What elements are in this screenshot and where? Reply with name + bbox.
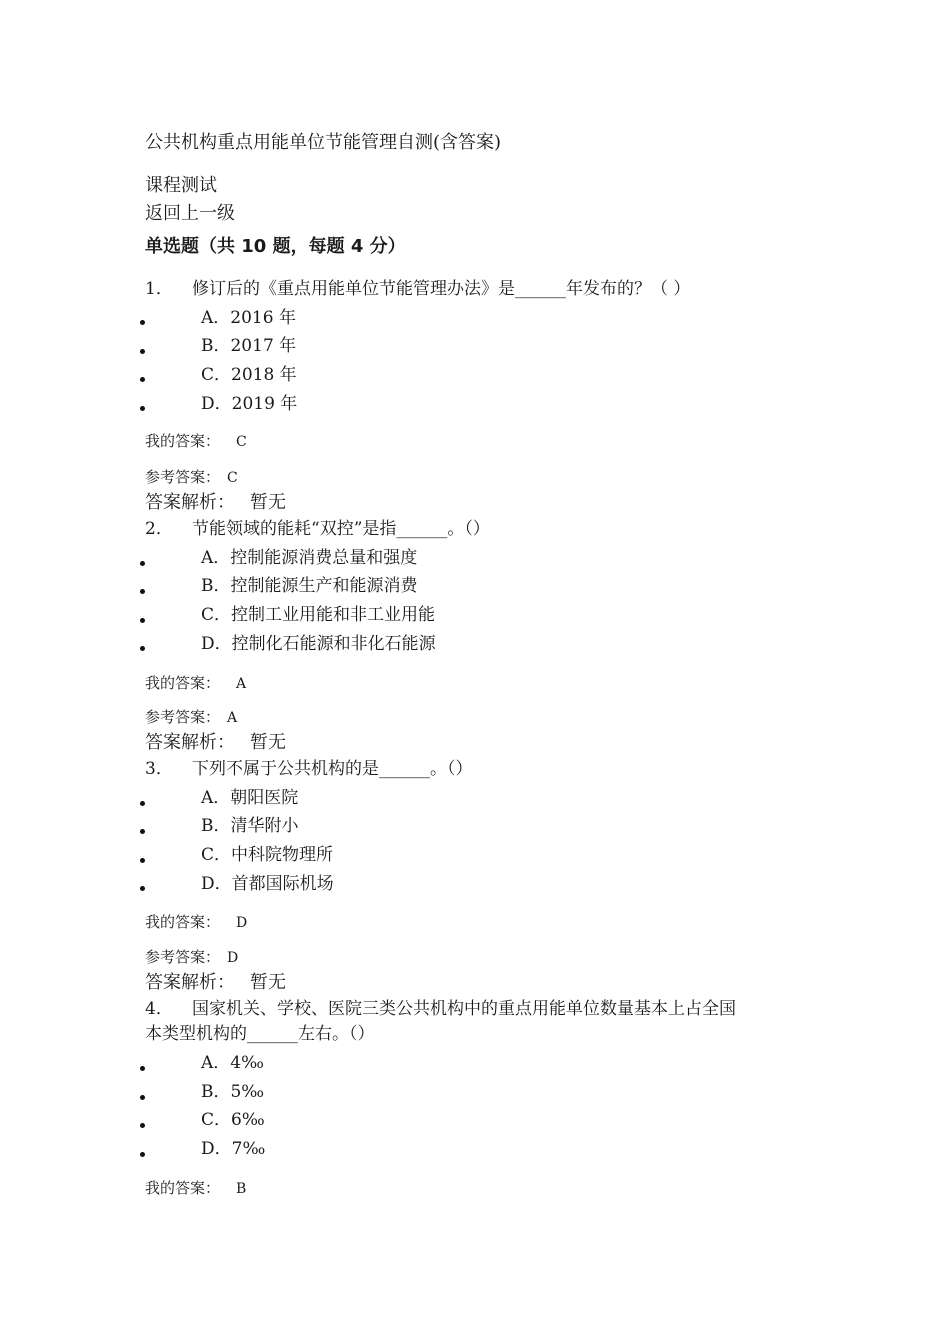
question-4-text-cont: 本类型机构的______左右。（） <box>145 1024 375 1044</box>
question-4-option-b[interactable]: B．5‰ <box>201 1082 265 1102</box>
question-3-option-d[interactable]: D．首都国际机场 <box>201 874 334 894</box>
analysis-label: 答案解析： <box>145 732 235 753</box>
option-bullet-icon <box>140 801 145 806</box>
option-bullet-icon <box>140 646 145 651</box>
question-3-option-a[interactable]: A．朝阳医院 <box>201 788 299 808</box>
question-1-option-c[interactable]: C．2018 年 <box>201 365 297 385</box>
back-link[interactable]: 返回上一级 <box>145 203 235 224</box>
question-3-number: 3． <box>145 759 173 779</box>
question-1-option-a[interactable]: A．2016 年 <box>201 308 296 328</box>
question-4-text: 国家机关、学校、医院三类公共机构中的重点用能单位数量基本上占全国 <box>192 999 736 1019</box>
option-bullet-icon <box>140 858 145 863</box>
option-bullet-icon <box>140 1066 145 1071</box>
question-4-option-a[interactable]: A．4‰ <box>201 1053 264 1073</box>
question-1-option-d[interactable]: D．2019 年 <box>201 394 298 414</box>
question-2-option-c[interactable]: C．控制工业用能和非工业用能 <box>201 605 436 625</box>
question-2-my-answer: A <box>236 676 247 692</box>
ref-answer-label: 参考答案： <box>145 708 221 726</box>
analysis-value: 暂无 <box>250 972 286 993</box>
option-bullet-icon <box>140 1152 145 1157</box>
question-4-option-d[interactable]: D．7‰ <box>201 1139 266 1159</box>
my-answer-label: 我的答案： <box>145 1179 221 1197</box>
analysis-value: 暂无 <box>250 732 286 753</box>
option-bullet-icon <box>140 1123 145 1128</box>
option-bullet-icon <box>140 618 145 623</box>
question-3-option-b[interactable]: B．清华附小 <box>201 816 299 836</box>
question-3-ref-answer: D <box>227 950 239 966</box>
option-bullet-icon <box>140 886 145 891</box>
option-bullet-icon <box>140 349 145 354</box>
question-1-number: 1． <box>145 279 173 299</box>
question-4-number: 4． <box>145 999 173 1019</box>
analysis-label: 答案解析： <box>145 492 235 513</box>
option-bullet-icon <box>140 320 145 325</box>
section-header: 单选题（共 10 题，每题 4 分） <box>145 236 406 257</box>
option-bullet-icon <box>140 829 145 834</box>
analysis-label: 答案解析： <box>145 972 235 993</box>
question-2-number: 2． <box>145 519 173 539</box>
question-3-option-c[interactable]: C．中科院物理所 <box>201 845 334 865</box>
option-bullet-icon <box>140 406 145 411</box>
option-bullet-icon <box>140 377 145 382</box>
question-2-option-d[interactable]: D．控制化石能源和非化石能源 <box>201 634 436 654</box>
ref-answer-label: 参考答案： <box>145 468 221 486</box>
document-title: 公共机构重点用能单位节能管理自测(含答案) <box>145 132 502 153</box>
question-4-my-answer: B <box>236 1181 247 1197</box>
question-1-my-answer: C <box>236 434 247 450</box>
option-bullet-icon <box>140 589 145 594</box>
question-2-option-a[interactable]: A．控制能源消费总量和强度 <box>201 548 418 568</box>
option-bullet-icon <box>140 561 145 566</box>
my-answer-label: 我的答案： <box>145 913 221 931</box>
question-2-ref-answer: A <box>227 710 238 726</box>
question-1-option-b[interactable]: B．2017 年 <box>201 336 297 356</box>
my-answer-label: 我的答案： <box>145 432 221 450</box>
question-2-text: 节能领域的能耗“双控”是指______。（） <box>192 519 490 539</box>
option-bullet-icon <box>140 1095 145 1100</box>
question-3-my-answer: D <box>236 915 248 931</box>
course-test-link[interactable]: 课程测试 <box>145 175 217 196</box>
question-1-ref-answer: C <box>227 470 238 486</box>
my-answer-label: 我的答案： <box>145 674 221 692</box>
question-4-option-c[interactable]: C．6‰ <box>201 1110 265 1130</box>
question-1-text: 修订后的《重点用能单位节能管理办法》是______年发布的？（ ） <box>192 279 691 299</box>
analysis-value: 暂无 <box>250 492 286 513</box>
question-3-text: 下列不属于公共机构的是______。（） <box>192 759 473 779</box>
question-2-option-b[interactable]: B．控制能源生产和能源消费 <box>201 576 418 596</box>
ref-answer-label: 参考答案： <box>145 948 221 966</box>
